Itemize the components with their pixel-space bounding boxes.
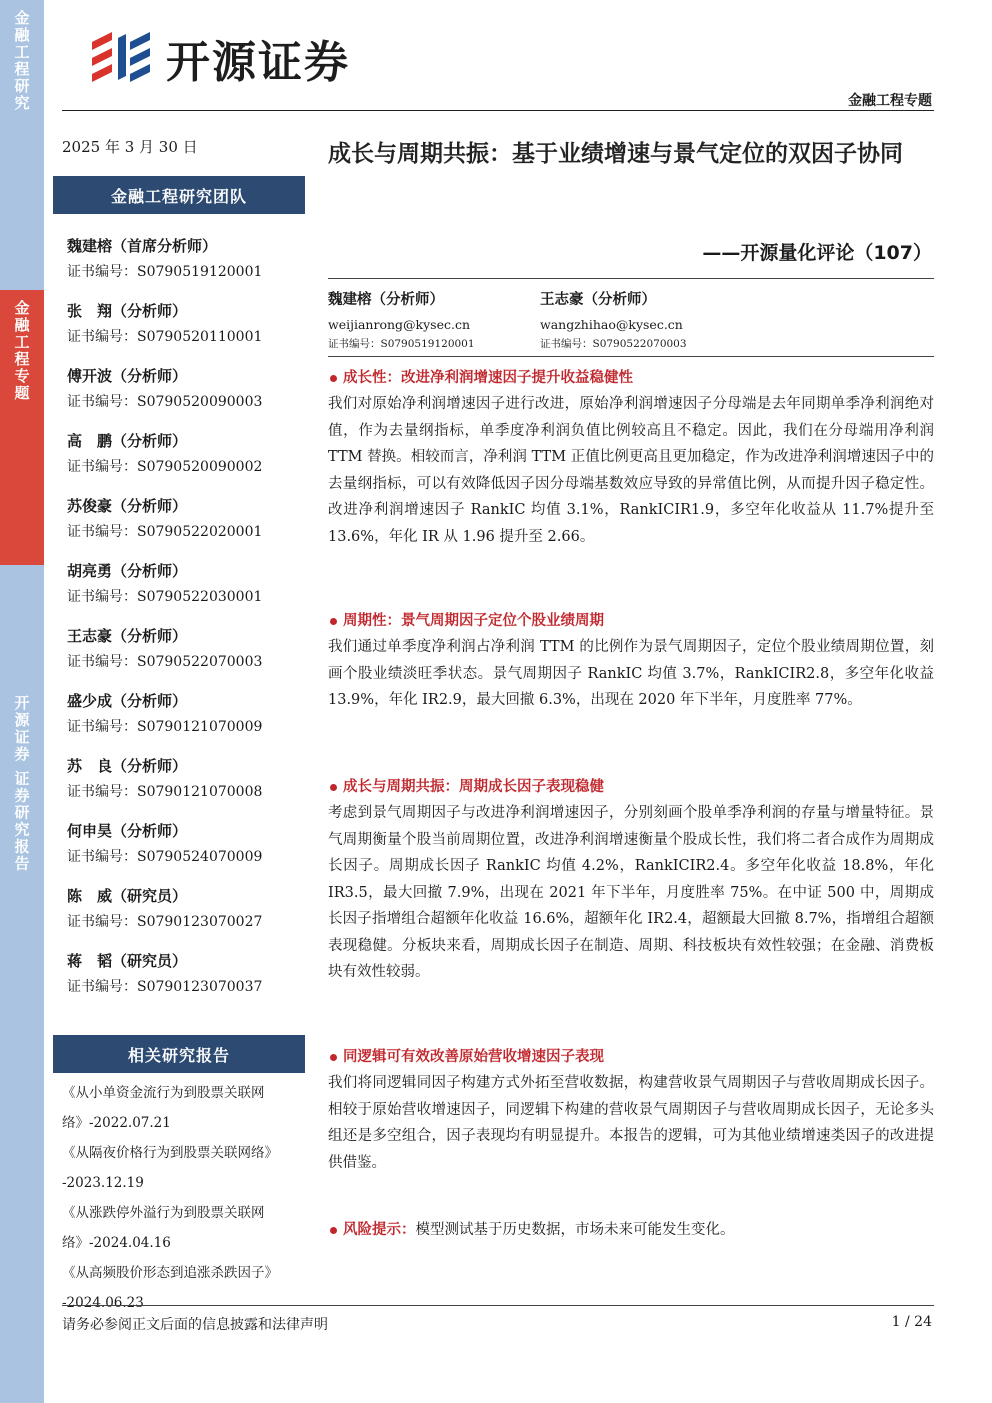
analyst-entry <box>67 821 307 886</box>
related-report-line: -2023.12.19 <box>62 1175 144 1191</box>
analyst-entry <box>67 236 307 301</box>
analyst-entry <box>67 301 307 366</box>
analyst-entry <box>67 561 307 626</box>
section-heading: 成长性：改进净利润增速因子提升收益稳健性 <box>343 370 633 386</box>
author-name: 魏建榕（分析师） <box>328 292 444 308</box>
section-body: 考虑到景气周期因子与改进净利润增速因子，分别刻画个股单季净利润的存量与增量特征。景气周期衡量个股当前周期位置，改进净利润增速衡量个股成长性，我们将二者合成作为周期成长因子。周期成长因子 RankIC 均值 4.2%，RankICIR2.4。多空年化收益 18.8%，年化 IR3.5，最大回撤 7.9%，出现在 2021 年下半年，月度胜率 75%。在中证 500 中，周期成长因子指增组合超额年化收益 16.6%，超额年化 IR2.4，超额最大回撤 8.7%，指增组合超额表现稳健。分板块来看，周期成长因子在制造、周期、科技板块有效性较强；在金融、消费板块有效性较弱。 <box>328 805 934 980</box>
author-divider-top <box>328 278 934 279</box>
side-strip-label: 金融工程专题 <box>12 300 31 402</box>
analyst-cert: 证书编号：S0790121070009 <box>67 719 263 735</box>
section-body: 我们将同逻辑同因子构建方式外拓至营收数据，构建营收景气周期因子与营收周期成长因子。相较于原始营收增速因子，同逻辑下构建的营收景气周期因子与营收周期成长因子，无论多头组还是多空组合，因子表现均有明显提升。本报告的逻辑，可为其他业绩增速类因子的改进提供借鉴。 <box>328 1075 934 1171</box>
analyst-cert: 证书编号：S0790524070009 <box>67 849 263 865</box>
risk-label: 风险提示： <box>343 1222 416 1238</box>
related-report-line: 络》-2024.04.16 <box>62 1235 171 1251</box>
analyst-name: 王志豪（分析师） <box>67 627 188 645</box>
section-heading: 同逻辑可有效改善原始营收增速因子表现 <box>343 1049 604 1065</box>
section-heading: 成长与周期共振：周期成长因子表现稳健 <box>343 779 604 795</box>
section-heading: 周期性：景气周期因子定位个股业绩周期 <box>343 613 604 629</box>
related-report-line: 《从涨跌停外溢行为到股票关联网 <box>62 1205 265 1221</box>
related-report-line: 《从小单资金流行为到股票关联网 <box>62 1085 265 1101</box>
risk-text: 模型测试基于历史数据，市场未来可能发生变化。 <box>415 1222 735 1238</box>
analyst-name: 陈 威（研究员） <box>67 887 188 905</box>
section-cycle <box>328 610 934 714</box>
author-email[interactable]: wangzhihao@kysec.cn <box>540 317 683 332</box>
analyst-cert: 证书编号：S0790123070027 <box>67 914 263 930</box>
analyst-entry <box>67 431 307 496</box>
analyst-cert: 证书编号：S0790522070003 <box>67 654 263 670</box>
analyst-entry <box>67 951 307 1016</box>
analyst-entry <box>67 496 307 561</box>
bullet-icon <box>330 1227 337 1234</box>
author-block <box>540 290 687 352</box>
related-heading: 相关研究报告 <box>53 1035 305 1073</box>
header-tag: 金融工程专题 <box>848 93 932 109</box>
author-divider-bottom <box>328 356 934 357</box>
report-date: 2025 年 3 月 30 日 <box>62 138 198 156</box>
analyst-name: 何申昊（分析师） <box>67 822 188 840</box>
analyst-name: 盛少成（分析师） <box>67 692 188 710</box>
report-title: 成长与周期共振：基于业绩增速与景气定位的双因子协同 <box>328 141 903 167</box>
side-strip <box>0 0 44 1403</box>
analyst-cert: 证书编号：S0790520090003 <box>67 394 263 410</box>
analyst-entry <box>67 626 307 691</box>
author-block <box>328 290 475 352</box>
section-revenue <box>328 1046 934 1176</box>
section-body: 我们通过单季度净利润占净利润 TTM 的比例作为景气周期因子，定位个股业绩周期位置，刻画个股业绩淡旺季状态。景气周期因子 RankIC 均值 3.7%，RankICIR2.8，多空年化收益 13.9%，年化 IR2.9，最大回撤 6.3%，出现在 2020 年下半年，月度胜率 77%。 <box>328 639 934 708</box>
side-strip-brand <box>0 565 44 1403</box>
related-report-line: 《从隔夜价格行为到股票关联网络》 <box>62 1145 278 1161</box>
analyst-entry <box>67 366 307 431</box>
bullet-icon <box>330 784 337 791</box>
related-report-line: -2024.06.23 <box>62 1295 144 1311</box>
author-name: 王志豪（分析师） <box>540 292 656 308</box>
team-heading: 金融工程研究团队 <box>53 176 305 214</box>
analyst-entry <box>67 691 307 756</box>
analyst-list <box>67 236 307 1016</box>
analyst-cert: 证书编号：S0790123070037 <box>67 979 263 995</box>
side-strip-label: 金融工程研究 <box>12 10 31 112</box>
related-report-item[interactable] <box>62 1138 308 1198</box>
analyst-cert: 证书编号：S0790519120001 <box>67 264 263 280</box>
analyst-cert: 证书编号：S0790522020001 <box>67 524 263 540</box>
risk-note <box>328 1219 735 1241</box>
analyst-name: 傅开波（分析师） <box>67 367 188 385</box>
author-cert: 证书编号：S0790519120001 <box>328 338 475 350</box>
related-report-item[interactable] <box>62 1198 308 1258</box>
side-strip-research <box>0 0 44 290</box>
side-strip-topic <box>0 290 44 565</box>
section-growth <box>328 367 934 550</box>
related-report-item[interactable] <box>62 1258 308 1318</box>
related-report-item[interactable] <box>62 1078 308 1138</box>
section-resonance <box>328 776 934 986</box>
footer-notice: 请务必参阅正文后面的信息披露和法律声明 <box>62 1317 328 1333</box>
related-report-line: 《从高频股价形态到追涨杀跌因子》 <box>62 1265 278 1281</box>
analyst-name: 高 鹏（分析师） <box>67 432 188 450</box>
footer-divider <box>62 1305 934 1306</box>
author-email[interactable]: weijianrong@kysec.cn <box>328 317 470 332</box>
analyst-entry <box>67 756 307 821</box>
analyst-name: 蒋 韬（研究员） <box>67 952 188 970</box>
analyst-cert: 证书编号：S0790522030001 <box>67 589 263 605</box>
brand-logo <box>86 28 350 88</box>
analyst-name: 张 翔（分析师） <box>67 302 188 320</box>
bullet-icon <box>330 1054 337 1061</box>
analyst-name: 苏俊豪（分析师） <box>67 497 188 515</box>
analyst-name: 魏建榕（首席分析师） <box>67 237 218 255</box>
section-body: 我们对原始净利润增速因子进行改进，原始净利润增速因子分母端是去年同期单季净利润绝对值，作为去量纲指标，单季度净利润负值比例较高且不稳定。因此，我们在分母端用净利润 TTM 替换。相较而言，净利润 TTM 正值比例更高且更加稳定，作为改进净利润增速因子中的去量纲指标，可以有效降低因子因分母端基数效应导致的异常值比例，从而提升因子稳定性。改进净利润增速因子 RankIC 均值 3.1%，RankICIR1.9，多空年化收益从 11.7%提升至 13.6%，年化 IR 从 1.96 提升至 2.66。 <box>328 396 934 545</box>
page-number: 1 / 24 <box>891 1314 932 1330</box>
analyst-cert: 证书编号：S0790520110001 <box>67 329 263 345</box>
analyst-cert: 证书编号：S0790520090002 <box>67 459 263 475</box>
related-report-line: 络》-2022.07.21 <box>62 1115 171 1131</box>
analyst-entry <box>67 886 307 951</box>
brand-name: 开源证券 <box>166 37 350 88</box>
brand-mark-icon <box>86 28 156 88</box>
bullet-icon <box>330 375 337 382</box>
analyst-name: 胡亮勇（分析师） <box>67 562 188 580</box>
related-report-list <box>62 1078 308 1318</box>
side-strip-label: 开源证券 证券研究报告 <box>12 695 31 873</box>
report-subtitle: ——开源量化评论（107） <box>702 242 932 264</box>
author-cert: 证书编号：S0790522070003 <box>540 338 687 350</box>
header-divider <box>62 110 934 111</box>
bullet-icon <box>330 618 337 625</box>
analyst-name: 苏 良（分析师） <box>67 757 188 775</box>
analyst-cert: 证书编号：S0790121070008 <box>67 784 263 800</box>
